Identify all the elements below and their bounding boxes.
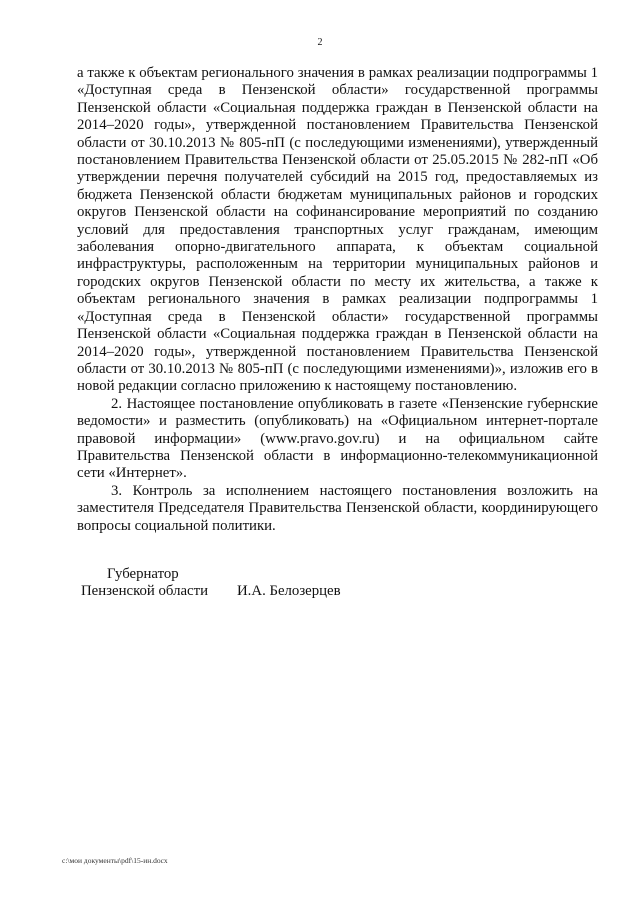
document-body (77, 65, 598, 535)
paragraph-1-continuation: а также к объектам регионального значения в рамках реализации подпрограммы 1 «Доступная среда в Пензенской области» государственной программы Пензенской области «Социальная поддержка граждан в Пензенской области на 2014–2020 годы», утвержденной постановлением Правительства Пензенской области от 30.10.2013 № 805-пП (с последующими изменениями), утвержденный постановлением Правительства Пензенской области от 25.05.2015 № 282-пП «Об утверждении перечня получателей субсидий на 2015 год, предоставляемых из бюджета Пензенской области бюджетам муниципальных районов и городских округов Пензенской области на софинансирование мероприятий по созданию условий для предоставления транспортных услуг гражданам, имеющим заболевания опорно-двигательного аппарата, к объектам социальной инфраструктуры, расположенным на территории муниципальных районов и городских округов Пензенской области по месту их жительства, а также к объектам регионального значения в рамках реализации подпрограммы 1 «Доступная среда в Пензенской области» государственной программы Пензенской области «Социальная поддержка граждан в Пензенской области на 2014–2020 годы», утвержденной постановлением Правительства Пензенской области от 30.10.2013 № 805-пП (с последующими изменениями)», изложив его в новой редакции согласно приложению к настоящему постановлению. (77, 65, 598, 395)
paragraph-2-publication: 2. Настоящее постановление опубликовать в газете «Пензенские губернские ведомости» и разместить (опубликовать) на «Официальном интернет-портале правовой информации» (www.pravo.gov.ru) и на официальном сайте Правительства Пензенской области в информационно-телекоммуникационной сети «Интернет». (77, 395, 598, 482)
footer-file-path: c:\мои документы\pdf\15-ин.docx (62, 856, 168, 865)
paragraph-3-control: 3. Контроль за исполнением настоящего постановления возложить на заместителя Председателя Правительства Пензенской области, координирующего вопросы социальной политики. (77, 482, 598, 534)
signature-region: Пензенской области (81, 583, 208, 599)
page-number: 2 (317, 37, 323, 48)
signature-title: Губернатор (107, 566, 179, 582)
signature-name: И.А. Белозерцев (237, 583, 341, 599)
